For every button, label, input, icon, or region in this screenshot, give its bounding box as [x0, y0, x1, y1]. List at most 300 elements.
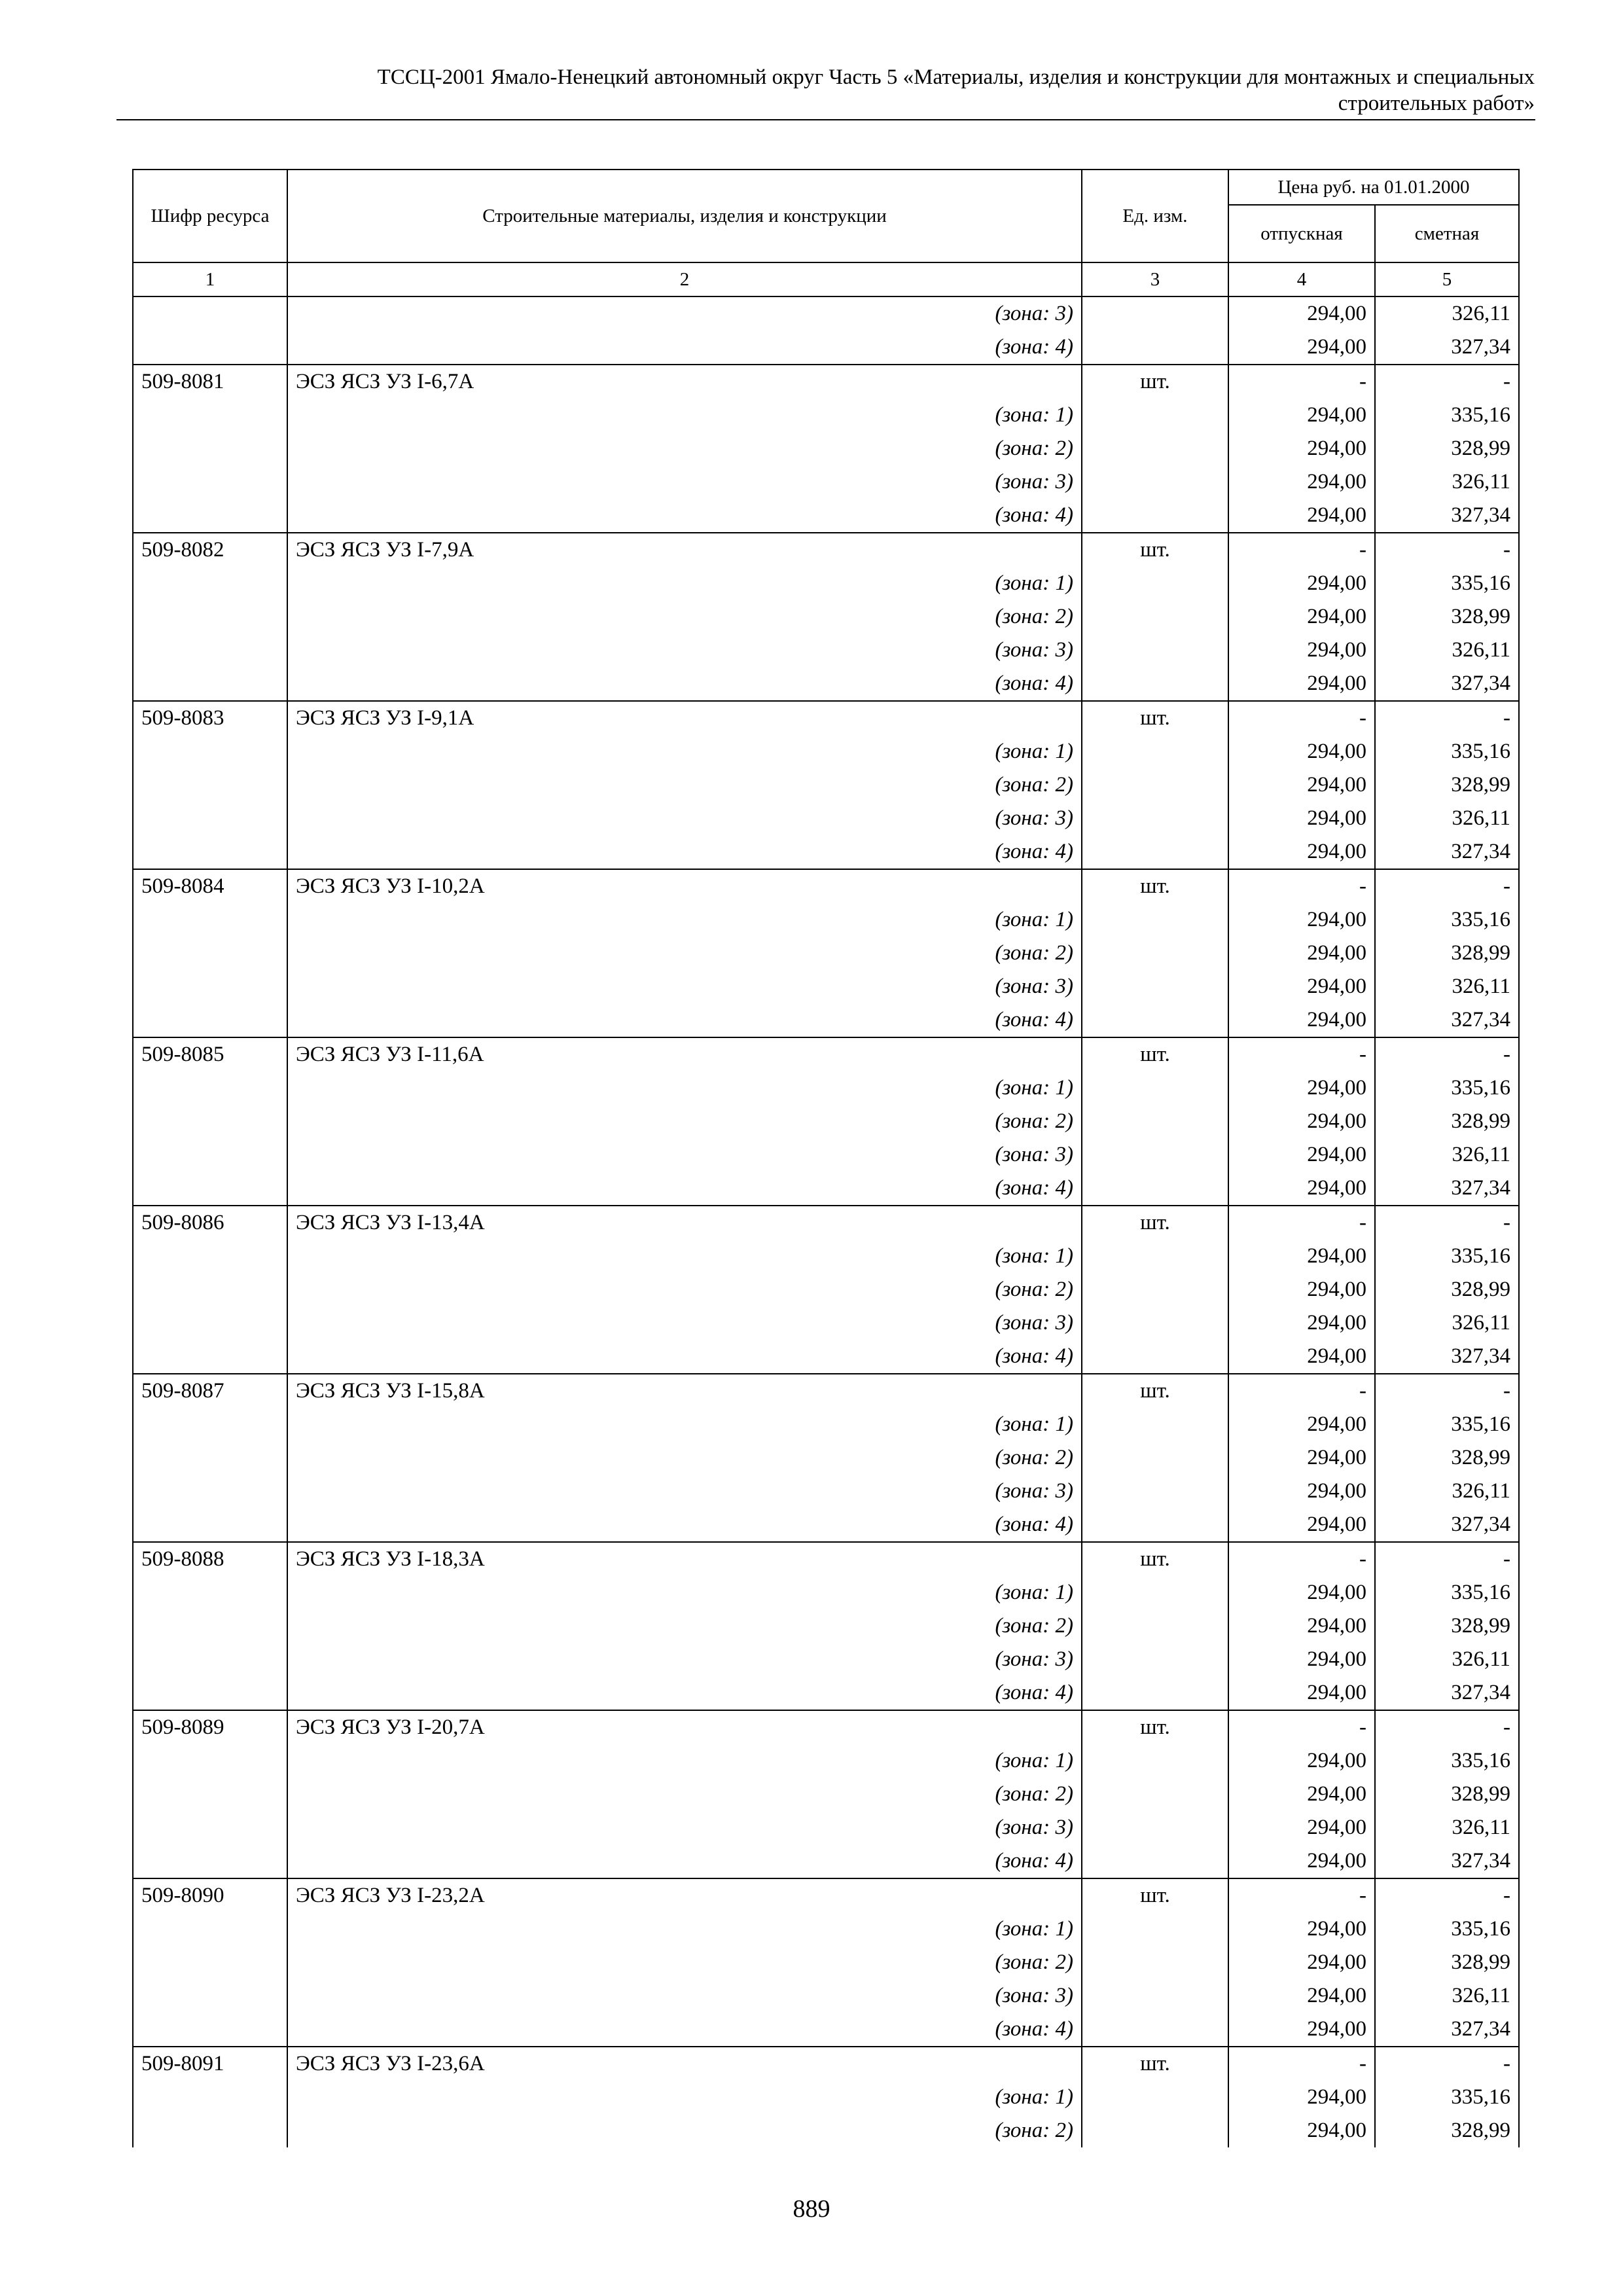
resource-code: 509-8086: [133, 1206, 287, 1240]
resource-code: [133, 667, 287, 701]
resource-code: 509-8091: [133, 2047, 287, 2081]
table-row-item: [133, 701, 1519, 735]
release-price: 294,00: [1228, 970, 1375, 1003]
resource-code: [133, 1778, 287, 1811]
unit-cell: [1082, 331, 1228, 365]
zone-label: (зона: 2): [287, 1778, 1082, 1811]
zone-label: (зона: 3): [287, 296, 1082, 331]
resource-code: [133, 1475, 287, 1508]
resource-code: [133, 2081, 287, 2114]
unit-cell: [1082, 667, 1228, 701]
table-row-zone: [133, 768, 1519, 802]
release-price: 294,00: [1228, 835, 1375, 869]
release-price: 294,00: [1228, 937, 1375, 970]
resource-code: 509-8083: [133, 701, 287, 735]
zone-label: (зона: 1): [287, 1744, 1082, 1778]
estimate-price: 326,11: [1375, 634, 1519, 667]
table-row-zone: [133, 2081, 1519, 2114]
col-header-estimate-price: сметная: [1375, 205, 1519, 262]
zone-label: (зона: 1): [287, 1912, 1082, 1946]
unit-cell: шт.: [1082, 1037, 1228, 1071]
release-price: -: [1228, 869, 1375, 903]
table-row-zone: [133, 296, 1519, 331]
unit-cell: [1082, 1744, 1228, 1778]
estimate-price: 327,34: [1375, 667, 1519, 701]
table-row-item: [133, 869, 1519, 903]
estimate-price: 335,16: [1375, 1912, 1519, 1946]
unit-cell: [1082, 1340, 1228, 1374]
unit-cell: [1082, 1408, 1228, 1441]
unit-cell: [1082, 1441, 1228, 1475]
release-price: -: [1228, 2047, 1375, 2081]
table-row-zone: [133, 1105, 1519, 1138]
estimate-price: -: [1375, 1037, 1519, 1071]
estimate-price: 327,34: [1375, 2013, 1519, 2047]
resource-code: [133, 1744, 287, 1778]
release-price: 294,00: [1228, 1408, 1375, 1441]
unit-cell: шт.: [1082, 1710, 1228, 1744]
release-price: 294,00: [1228, 567, 1375, 600]
unit-cell: шт.: [1082, 533, 1228, 567]
resource-code: [133, 835, 287, 869]
resource-code: 509-8088: [133, 1542, 287, 1576]
table-row-zone: [133, 667, 1519, 701]
table-row-zone: [133, 1240, 1519, 1273]
table-row-zone: [133, 903, 1519, 937]
zone-label: (зона: 4): [287, 1844, 1082, 1878]
release-price: 294,00: [1228, 465, 1375, 499]
estimate-price: 327,34: [1375, 1172, 1519, 1206]
zone-label: (зона: 1): [287, 567, 1082, 600]
material-name: ЭСЗ ЯСЗ УЗ I-23,6А: [287, 2047, 1082, 2081]
table-row-zone: [133, 1306, 1519, 1340]
release-price: 294,00: [1228, 1643, 1375, 1676]
resource-code: [133, 1811, 287, 1844]
release-price: 294,00: [1228, 296, 1375, 331]
table-row-item: [133, 533, 1519, 567]
table-row-zone: [133, 2114, 1519, 2147]
unit-cell: [1082, 1273, 1228, 1306]
unit-cell: [1082, 1676, 1228, 1710]
table-row-zone: [133, 1508, 1519, 1542]
table-row-zone: [133, 1946, 1519, 1979]
estimate-price: 328,99: [1375, 1946, 1519, 1979]
unit-cell: [1082, 802, 1228, 835]
resource-code: [133, 1912, 287, 1946]
zone-label: (зона: 3): [287, 1475, 1082, 1508]
zone-label: (зона: 4): [287, 667, 1082, 701]
table-row-zone: [133, 1643, 1519, 1676]
col-header-price: Цена руб. на 01.01.2000: [1228, 170, 1519, 205]
release-price: 294,00: [1228, 2081, 1375, 2114]
table-row-zone: [133, 1003, 1519, 1037]
table-row-zone: [133, 1475, 1519, 1508]
table-row-item: [133, 1374, 1519, 1408]
zone-label: (зона: 3): [287, 1811, 1082, 1844]
resource-code: [133, 937, 287, 970]
estimate-price: 335,16: [1375, 1744, 1519, 1778]
table-row-zone: [133, 1576, 1519, 1609]
release-price: 294,00: [1228, 1609, 1375, 1643]
estimate-price: 327,34: [1375, 835, 1519, 869]
running-header: [118, 64, 1535, 117]
release-price: 294,00: [1228, 1340, 1375, 1374]
estimate-price: 326,11: [1375, 1306, 1519, 1340]
estimate-price: 335,16: [1375, 1240, 1519, 1273]
zone-label: (зона: 1): [287, 735, 1082, 768]
table-row-zone: [133, 970, 1519, 1003]
table-row-zone: [133, 1408, 1519, 1441]
unit-cell: [1082, 1946, 1228, 1979]
release-price: 294,00: [1228, 1576, 1375, 1609]
resource-code: 509-8090: [133, 1878, 287, 1912]
unit-cell: [1082, 432, 1228, 465]
zone-label: (зона: 1): [287, 1071, 1082, 1105]
table-row-item: [133, 365, 1519, 399]
estimate-price: 335,16: [1375, 903, 1519, 937]
resource-code: [133, 1676, 287, 1710]
resource-code: [133, 1576, 287, 1609]
resource-code: [133, 296, 287, 331]
estimate-price: 335,16: [1375, 1071, 1519, 1105]
unit-cell: [1082, 1979, 1228, 2013]
unit-cell: [1082, 600, 1228, 634]
zone-label: (зона: 3): [287, 1138, 1082, 1172]
resource-code: 509-8082: [133, 533, 287, 567]
estimate-price: -: [1375, 1206, 1519, 1240]
running-header-line-2: строительных работ»: [1338, 92, 1535, 115]
resource-code: [133, 970, 287, 1003]
resource-code: [133, 331, 287, 365]
unit-cell: [1082, 937, 1228, 970]
table-row-zone: [133, 399, 1519, 432]
zone-label: (зона: 1): [287, 1576, 1082, 1609]
table-body: [133, 296, 1519, 2147]
price-table: [132, 169, 1520, 2147]
release-price: -: [1228, 1206, 1375, 1240]
zone-label: (зона: 2): [287, 1441, 1082, 1475]
material-name: ЭСЗ ЯСЗ УЗ I-9,1А: [287, 701, 1082, 735]
table-row-item: [133, 1878, 1519, 1912]
material-name: ЭСЗ ЯСЗ УЗ I-20,7А: [287, 1710, 1082, 1744]
release-price: 294,00: [1228, 802, 1375, 835]
zone-label: (зона: 3): [287, 1979, 1082, 2013]
resource-code: [133, 1979, 287, 2013]
estimate-price: 327,34: [1375, 1676, 1519, 1710]
table-row-zone: [133, 802, 1519, 835]
estimate-price: -: [1375, 533, 1519, 567]
unit-cell: шт.: [1082, 365, 1228, 399]
unit-cell: [1082, 1609, 1228, 1643]
resource-code: [133, 903, 287, 937]
material-name: ЭСЗ ЯСЗ УЗ I-11,6А: [287, 1037, 1082, 1071]
table-row-zone: [133, 1844, 1519, 1878]
table-row-zone: [133, 1811, 1519, 1844]
release-price: 294,00: [1228, 1475, 1375, 1508]
release-price: 294,00: [1228, 1912, 1375, 1946]
column-number: 2: [287, 262, 1082, 296]
unit-cell: [1082, 970, 1228, 1003]
table-row-zone: [133, 1172, 1519, 1206]
table-row-zone: [133, 1912, 1519, 1946]
material-name: ЭСЗ ЯСЗ УЗ I-10,2А: [287, 869, 1082, 903]
unit-cell: шт.: [1082, 1374, 1228, 1408]
table-row-zone: [133, 567, 1519, 600]
table-row-zone: [133, 1441, 1519, 1475]
release-price: 294,00: [1228, 2013, 1375, 2047]
resource-code: [133, 1071, 287, 1105]
estimate-price: -: [1375, 1374, 1519, 1408]
zone-label: (зона: 3): [287, 634, 1082, 667]
estimate-price: 326,11: [1375, 1811, 1519, 1844]
zone-label: (зона: 2): [287, 432, 1082, 465]
unit-cell: [1082, 399, 1228, 432]
unit-cell: шт.: [1082, 869, 1228, 903]
resource-code: [133, 1441, 287, 1475]
release-price: -: [1228, 701, 1375, 735]
release-price: 294,00: [1228, 2114, 1375, 2147]
material-name: ЭСЗ ЯСЗ УЗ I-15,8А: [287, 1374, 1082, 1408]
table-row-item: [133, 1542, 1519, 1576]
estimate-price: -: [1375, 701, 1519, 735]
table-row-zone: [133, 1071, 1519, 1105]
release-price: 294,00: [1228, 600, 1375, 634]
resource-code: 509-8087: [133, 1374, 287, 1408]
estimate-price: 327,34: [1375, 1340, 1519, 1374]
table-row-zone: [133, 2013, 1519, 2047]
estimate-price: 328,99: [1375, 1273, 1519, 1306]
table-row-item: [133, 2047, 1519, 2081]
zone-label: (зона: 4): [287, 331, 1082, 365]
estimate-price: 326,11: [1375, 1475, 1519, 1508]
material-name: ЭСЗ ЯСЗ УЗ I-7,9А: [287, 533, 1082, 567]
resource-code: 509-8085: [133, 1037, 287, 1071]
release-price: 294,00: [1228, 1240, 1375, 1273]
release-price: 294,00: [1228, 1844, 1375, 1878]
table-row-item: [133, 1037, 1519, 1071]
estimate-price: 335,16: [1375, 567, 1519, 600]
resource-code: 509-8089: [133, 1710, 287, 1744]
zone-label: (зона: 2): [287, 937, 1082, 970]
zone-label: (зона: 3): [287, 1306, 1082, 1340]
unit-cell: [1082, 1306, 1228, 1340]
resource-code: [133, 735, 287, 768]
unit-cell: [1082, 1912, 1228, 1946]
resource-code: [133, 432, 287, 465]
release-price: 294,00: [1228, 1138, 1375, 1172]
unit-cell: [1082, 296, 1228, 331]
table-row-zone: [133, 432, 1519, 465]
unit-cell: [1082, 1003, 1228, 1037]
release-price: -: [1228, 1037, 1375, 1071]
table-row-zone: [133, 600, 1519, 634]
release-price: -: [1228, 1374, 1375, 1408]
unit-cell: шт.: [1082, 701, 1228, 735]
release-price: -: [1228, 1710, 1375, 1744]
unit-cell: [1082, 1172, 1228, 1206]
resource-code: [133, 1508, 287, 1542]
zone-label: (зона: 1): [287, 903, 1082, 937]
running-header-line-1: ТССЦ-2001 Ямало-Ненецкий автономный округ Часть 5 «Материалы, изделия и конструкции для монтажных и специальных: [377, 65, 1535, 89]
table-row-zone: [133, 1979, 1519, 2013]
estimate-price: 326,11: [1375, 1979, 1519, 2013]
release-price: 294,00: [1228, 735, 1375, 768]
unit-cell: [1082, 2114, 1228, 2147]
estimate-price: 326,11: [1375, 465, 1519, 499]
table-row-zone: [133, 1138, 1519, 1172]
column-number: 3: [1082, 262, 1228, 296]
estimate-price: 327,34: [1375, 331, 1519, 365]
unit-cell: [1082, 499, 1228, 533]
table-row-zone: [133, 1744, 1519, 1778]
col-header-code: Шифр ресурса: [133, 170, 287, 262]
col-header-unit: Ед. изм.: [1082, 170, 1228, 262]
material-name: ЭСЗ ЯСЗ УЗ I-13,4А: [287, 1206, 1082, 1240]
zone-label: (зона: 1): [287, 399, 1082, 432]
unit-cell: шт.: [1082, 1878, 1228, 1912]
resource-code: [133, 1340, 287, 1374]
table-row-zone: [133, 465, 1519, 499]
estimate-price: 328,99: [1375, 768, 1519, 802]
resource-code: [133, 768, 287, 802]
unit-cell: [1082, 1508, 1228, 1542]
unit-cell: [1082, 2081, 1228, 2114]
zone-label: (зона: 1): [287, 1408, 1082, 1441]
estimate-price: -: [1375, 1542, 1519, 1576]
resource-code: [133, 1105, 287, 1138]
unit-cell: [1082, 1105, 1228, 1138]
estimate-price: 328,99: [1375, 432, 1519, 465]
unit-cell: [1082, 1643, 1228, 1676]
release-price: 294,00: [1228, 1441, 1375, 1475]
zone-label: (зона: 2): [287, 2114, 1082, 2147]
header-rule: [116, 119, 1535, 120]
zone-label: (зона: 4): [287, 1676, 1082, 1710]
resource-code: [133, 1408, 287, 1441]
zone-label: (зона: 3): [287, 802, 1082, 835]
unit-cell: [1082, 634, 1228, 667]
resource-code: [133, 1306, 287, 1340]
estimate-price: -: [1375, 869, 1519, 903]
zone-label: (зона: 2): [287, 1105, 1082, 1138]
estimate-price: 328,99: [1375, 1441, 1519, 1475]
zone-label: (зона: 4): [287, 1340, 1082, 1374]
estimate-price: 328,99: [1375, 600, 1519, 634]
zone-label: (зона: 4): [287, 1172, 1082, 1206]
table-row-zone: [133, 735, 1519, 768]
release-price: 294,00: [1228, 499, 1375, 533]
table-row-zone: [133, 331, 1519, 365]
resource-code: [133, 567, 287, 600]
estimate-price: 328,99: [1375, 1609, 1519, 1643]
zone-label: (зона: 3): [287, 970, 1082, 1003]
resource-code: 509-8081: [133, 365, 287, 399]
table-row-zone: [133, 499, 1519, 533]
estimate-price: 326,11: [1375, 296, 1519, 331]
material-name: ЭСЗ ЯСЗ УЗ I-6,7А: [287, 365, 1082, 399]
col-header-release-price: отпускная: [1228, 205, 1375, 262]
table-row-zone: [133, 1340, 1519, 1374]
resource-code: [133, 1003, 287, 1037]
resource-code: [133, 1609, 287, 1643]
zone-label: (зона: 3): [287, 465, 1082, 499]
zone-label: (зона: 2): [287, 1609, 1082, 1643]
estimate-price: 327,34: [1375, 1003, 1519, 1037]
estimate-price: 328,99: [1375, 1778, 1519, 1811]
release-price: 294,00: [1228, 667, 1375, 701]
unit-cell: [1082, 2013, 1228, 2047]
zone-label: (зона: 2): [287, 1273, 1082, 1306]
resource-code: [133, 1946, 287, 1979]
release-price: 294,00: [1228, 768, 1375, 802]
resource-code: [133, 499, 287, 533]
table-row-zone: [133, 1778, 1519, 1811]
table-row-zone: [133, 1609, 1519, 1643]
unit-cell: [1082, 735, 1228, 768]
unit-cell: [1082, 1778, 1228, 1811]
resource-code: [133, 600, 287, 634]
release-price: 294,00: [1228, 1508, 1375, 1542]
zone-label: (зона: 3): [287, 1643, 1082, 1676]
table-row-zone: [133, 937, 1519, 970]
release-price: -: [1228, 533, 1375, 567]
col-header-name: Строительные материалы, изделия и конструкции: [287, 170, 1082, 262]
release-price: 294,00: [1228, 1071, 1375, 1105]
release-price: 294,00: [1228, 432, 1375, 465]
release-price: 294,00: [1228, 1105, 1375, 1138]
resource-code: [133, 465, 287, 499]
zone-label: (зона: 2): [287, 600, 1082, 634]
release-price: 294,00: [1228, 1778, 1375, 1811]
unit-cell: [1082, 835, 1228, 869]
estimate-price: 335,16: [1375, 399, 1519, 432]
zone-label: (зона: 1): [287, 1240, 1082, 1273]
resource-code: [133, 802, 287, 835]
unit-cell: [1082, 1844, 1228, 1878]
unit-cell: [1082, 1475, 1228, 1508]
release-price: 294,00: [1228, 1676, 1375, 1710]
resource-code: [133, 1172, 287, 1206]
material-name: ЭСЗ ЯСЗ УЗ I-23,2А: [287, 1878, 1082, 1912]
zone-label: (зона: 4): [287, 2013, 1082, 2047]
estimate-price: -: [1375, 365, 1519, 399]
estimate-price: 326,11: [1375, 802, 1519, 835]
material-name: ЭСЗ ЯСЗ УЗ I-18,3А: [287, 1542, 1082, 1576]
unit-cell: [1082, 465, 1228, 499]
unit-cell: [1082, 903, 1228, 937]
release-price: 294,00: [1228, 634, 1375, 667]
release-price: -: [1228, 365, 1375, 399]
release-price: 294,00: [1228, 903, 1375, 937]
unit-cell: шт.: [1082, 2047, 1228, 2081]
table-row-zone: [133, 1273, 1519, 1306]
table-row-item: [133, 1206, 1519, 1240]
zone-label: (зона: 4): [287, 1003, 1082, 1037]
resource-code: [133, 2114, 287, 2147]
estimate-price: 328,99: [1375, 1105, 1519, 1138]
unit-cell: [1082, 1240, 1228, 1273]
column-number: 1: [133, 262, 287, 296]
zone-label: (зона: 2): [287, 768, 1082, 802]
zone-label: (зона: 4): [287, 1508, 1082, 1542]
unit-cell: [1082, 1138, 1228, 1172]
resource-code: [133, 1138, 287, 1172]
unit-cell: шт.: [1082, 1206, 1228, 1240]
release-price: -: [1228, 1878, 1375, 1912]
resource-code: [133, 634, 287, 667]
column-number: 5: [1375, 262, 1519, 296]
table-row-item: [133, 1710, 1519, 1744]
